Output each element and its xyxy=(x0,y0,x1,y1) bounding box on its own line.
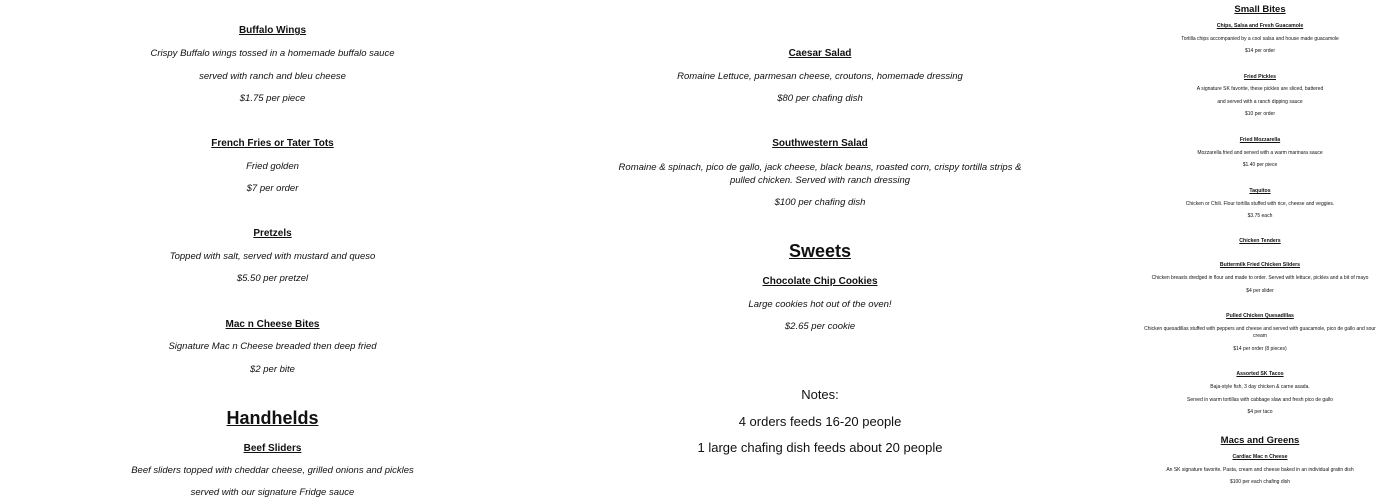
pickles-desc-2: and served with a ranch dipping sauce xyxy=(1217,99,1303,105)
quesadillas-price: $14 per order (8 pieces) xyxy=(1233,346,1287,352)
macs-greens-heading: Macs and Greens xyxy=(1220,435,1300,446)
chips-price: $14 per order xyxy=(1244,48,1276,54)
mac-bites-price: $2 per bite xyxy=(250,364,295,375)
buffalo-wings-desc-2: served with ranch and bleu cheese xyxy=(199,71,346,82)
cookies-price: $2.65 per cookie xyxy=(784,321,856,332)
beef-sliders-desc: Beef sliders topped with cheddar cheese, grilled onions and pickles xyxy=(131,465,414,476)
mac-bites-title: Mac n Cheese Bites xyxy=(225,319,320,330)
chips-title: Chips, Salsa and Fresh Guacamole xyxy=(1216,23,1304,29)
beef-sliders-desc-2: served with our signature Fridge sauce xyxy=(190,487,355,498)
cardiac-mac-price: $100 per each chafing dish xyxy=(1229,479,1291,485)
notes-line-1: 4 orders feeds 16-20 people xyxy=(738,414,902,429)
taquitos-title: Taquitos xyxy=(1249,188,1271,194)
pickles-title: Fried Pickles xyxy=(1243,74,1276,80)
mozzarella-desc: Mozzarella fried and served with a warm marinara sauce xyxy=(1197,150,1323,156)
taquitos-desc: Chicken or Chili. Flour tortilla stuffed with rice, cheese and veggies. xyxy=(1185,201,1335,207)
southwestern-salad-desc: Romaine & spinach, pico de gallo, jack cheese, black beans, roasted corn, crispy tortilla strips & pulled chicken. Served with ranch dressing xyxy=(618,162,1022,186)
southwestern-salad-price: $100 per chafing dish xyxy=(774,197,866,208)
chicken-tenders-title: Chicken Tenders xyxy=(1239,238,1281,244)
notes-line-2: 1 large chafing dish feeds about 20 people xyxy=(697,440,943,455)
buffalo-wings-price: $1.75 per piece xyxy=(239,93,306,104)
quesadillas-title: Pulled Chicken Quesadillas xyxy=(1226,313,1294,319)
quesadillas-desc-2: cream xyxy=(1253,333,1267,339)
pretzels-desc: Topped with salt, served with mustard and queso xyxy=(169,251,376,262)
caesar-salad-title: Caesar Salad xyxy=(788,48,852,59)
southwestern-salad-title: Southwestern Salad xyxy=(772,138,868,149)
notes-title: Notes: xyxy=(801,387,839,402)
buttermilk-sliders-price: $4 per slider xyxy=(1246,288,1274,294)
quesadillas-desc: Chicken quesadillas stuffed with peppers and cheese and served with guacamole, pico de gallo and sour xyxy=(1144,326,1376,332)
tacos-desc-2: Served in warm tortillas with cabbage slaw and fresh pico de gallo xyxy=(1187,397,1333,403)
sweets-heading: Sweets xyxy=(788,241,852,261)
tacos-price: $4 per taco xyxy=(1247,409,1273,415)
caesar-salad-desc: Romaine Lettuce, parmesan cheese, croutons, homemade dressing xyxy=(677,71,963,82)
fries-desc: Fried golden xyxy=(246,161,299,172)
caesar-salad-price: $80 per chafing dish xyxy=(777,93,863,104)
pretzels-price: $5.50 per pretzel xyxy=(236,273,309,284)
mozzarella-price: $1.40 per piece xyxy=(1242,162,1278,168)
pickles-desc: A signature SK favorite, these pickles are sliced, battered xyxy=(1196,86,1324,92)
pretzels-title: Pretzels xyxy=(253,228,292,239)
beef-sliders-title: Beef Sliders xyxy=(243,443,302,454)
buffalo-wings-title: Buffalo Wings xyxy=(238,25,307,36)
cookies-desc: Large cookies hot out of the oven! xyxy=(748,299,892,310)
taquitos-price: $3.75 each xyxy=(1247,213,1273,219)
buttermilk-sliders-desc: Chicken breasts dredged in flour and made to order. Served with lettuce, pickles and a bit of mayo xyxy=(1151,275,1369,281)
pickles-price: $10 per order xyxy=(1244,111,1276,117)
chips-desc: Tortilla chips accompanied by a cool salsa and house made guacamole xyxy=(1181,36,1339,42)
mozzarella-title: Fried Mozzarella xyxy=(1239,137,1281,143)
buttermilk-sliders-title: Buttermilk Fried Chicken Sliders xyxy=(1219,262,1301,268)
fries-title: French Fries or Tater Tots xyxy=(211,138,334,149)
buffalo-wings-desc: Crispy Buffalo wings tossed in a homemade buffalo sauce xyxy=(150,48,395,59)
cardiac-mac-desc: An SK signature favorite. Pasta, cream and cheese baked in an individual gratin dish xyxy=(1166,467,1354,473)
handhelds-heading: Handhelds xyxy=(226,408,319,428)
cardiac-mac-title: Cardiac Mac n Cheese xyxy=(1232,454,1288,460)
tacos-desc: Baja-style fish, 3 day chicken & carne asada. xyxy=(1210,384,1310,390)
mac-bites-desc: Signature Mac n Cheese breaded then deep fried xyxy=(168,341,377,352)
tacos-title: Assorted SK Tacos xyxy=(1236,371,1284,377)
fries-price: $7 per order xyxy=(246,183,299,194)
cookies-title: Chocolate Chip Cookies xyxy=(762,276,878,287)
small-bites-heading: Small Bites xyxy=(1234,4,1286,15)
